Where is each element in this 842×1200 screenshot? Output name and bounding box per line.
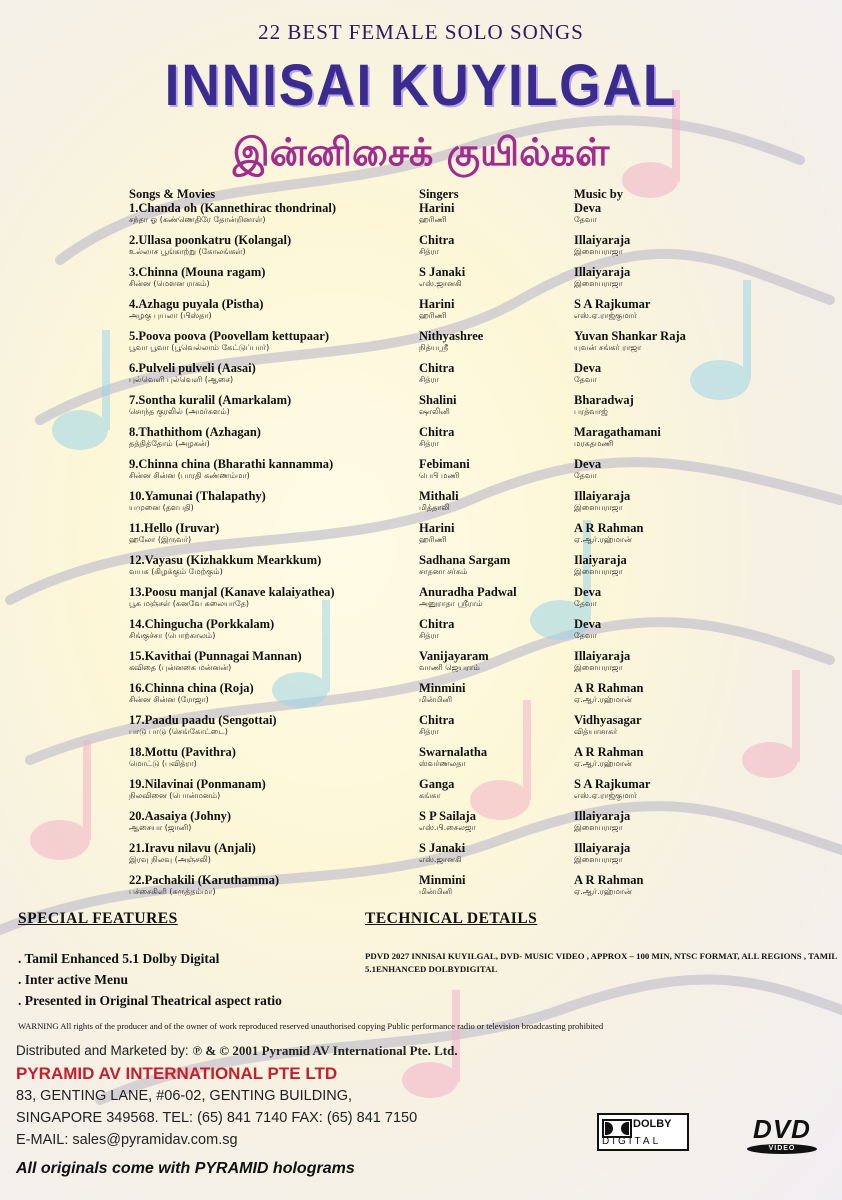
- song-row: [0, 265, 842, 297]
- song-title-tamil: மொட்டு (பவித்ரா): [129, 759, 197, 768]
- singer-name-tamil: கங்கா: [419, 791, 441, 800]
- song-title-tamil: பாடு பாடு (செங்கோட்டை): [129, 727, 228, 736]
- song-title-tamil: ஆசையா (ஜானி): [129, 823, 192, 832]
- singer-name-tamil: ஸ்வர்ணலதா: [419, 759, 466, 768]
- distributor-label: Distributed and Marketed by:: [16, 1043, 189, 1058]
- singer-name: Ganga: [419, 777, 455, 791]
- song-title-tamil: சொந்த குரலில் (அமர்களம்): [129, 407, 230, 416]
- distributor-line: [16, 1043, 458, 1059]
- music-director-tamil: தேவா: [574, 599, 597, 608]
- singer-name: Shalini: [419, 393, 457, 407]
- song-row: [0, 457, 842, 489]
- song-title: 7.Sontha kuralil (Amarkalam): [129, 393, 292, 407]
- hologram-tagline: [16, 1160, 355, 1178]
- song-title: 9.Chinna china (Bharathi kannamma): [129, 457, 334, 471]
- song-title-tamil: ஹலோ (இருவர்): [129, 535, 192, 544]
- song-title: 20.Aasaiya (Johny): [129, 809, 232, 823]
- music-director-tamil: தேவா: [574, 375, 597, 384]
- song-title: 5.Poova poova (Poovellam kettupaar): [129, 329, 329, 343]
- dvd-logo-word: DVD: [753, 1114, 811, 1144]
- music-director: Illaiyaraja: [574, 649, 631, 663]
- song-title: 8.Thathithom (Azhagan): [129, 425, 261, 439]
- music-director-tamil: இளையராஜா: [574, 247, 623, 256]
- music-director-tamil: ஏ.ஆர்.ரஹ்மான்: [574, 695, 632, 704]
- song-title: 2.Ullasa poonkatru (Kolangal): [129, 233, 292, 247]
- song-row: [0, 841, 842, 873]
- song-title-tamil: பச்சைகிளி (கருத்தம்மா): [129, 887, 216, 896]
- song-row: [0, 521, 842, 553]
- singer-name-tamil: சாதனா சர்கம்: [419, 567, 468, 576]
- singer-name: Sadhana Sargam: [419, 553, 511, 567]
- song-title-tamil: கவிதை (புன்னகை மன்னன்): [129, 663, 232, 672]
- song-title: 19.Nilavinai (Ponmanam): [129, 777, 266, 791]
- singer-name-tamil: சித்ரா: [419, 727, 439, 736]
- song-row: [0, 297, 842, 329]
- singer-name: Febimani: [419, 457, 470, 471]
- singer-name: Chitra: [419, 713, 455, 727]
- music-director-tamil: தேவா: [574, 471, 597, 480]
- music-director: Deva: [574, 617, 602, 631]
- song-row: [0, 809, 842, 841]
- column-header-singers: Singers: [419, 187, 459, 201]
- song-title-tamil: சின்ன சின்ன (ரோஜா): [129, 695, 209, 704]
- song-row: [0, 393, 842, 425]
- singer-name-tamil: ஷாலினி: [419, 407, 450, 416]
- singer-name: S Janaki: [419, 841, 466, 855]
- singer-name-tamil: சித்ரா: [419, 375, 439, 384]
- song-title-tamil: இரவு நிலவு (அஞ்சலி): [129, 855, 211, 864]
- music-director-tamil: இளையராஜா: [574, 823, 623, 832]
- song-row: [0, 585, 842, 617]
- song-title: 21.Iravu nilavu (Anjali): [129, 841, 256, 855]
- music-director: Deva: [574, 457, 602, 471]
- music-director-tamil: இளையராஜா: [574, 663, 623, 672]
- music-director: Illaiyaraja: [574, 841, 631, 855]
- song-row: [0, 649, 842, 681]
- singer-name-tamil: எஸ்.பி.சைலஜா: [419, 823, 476, 832]
- music-director-tamil: ஏ.ஆர்.ரஹ்மான்: [574, 759, 632, 768]
- music-director-tamil: பரத்வாஜ்: [574, 407, 608, 416]
- song-title: 16.Chinna china (Roja): [129, 681, 254, 695]
- company-name: PYRAMID AV INTERNATIONAL PTE LTD: [16, 1064, 338, 1083]
- technical-details-title: TECHNICAL DETAILS: [365, 910, 538, 927]
- music-director: Illaiyaraja: [574, 265, 631, 279]
- song-row: [0, 681, 842, 713]
- singer-name: Vanijayaram: [419, 649, 489, 663]
- album-title: INNISAI KUYILGAL: [164, 53, 678, 118]
- singer-name-tamil: மின்மினி: [419, 695, 453, 704]
- company-address: 83, GENTING LANE, #06-02, GENTING BUILDING,: [16, 1088, 353, 1104]
- singer-name-tamil: எஸ்.ஜானகி: [419, 855, 462, 864]
- music-director: Ilaiyaraja: [574, 553, 627, 567]
- column-header-songs: Songs & Movies: [129, 187, 216, 201]
- singer-name: Minmini: [419, 681, 466, 695]
- song-row: [0, 553, 842, 585]
- song-row: [0, 617, 842, 649]
- tagline-prefix: All originals come with: [16, 1160, 195, 1177]
- song-row: [0, 361, 842, 393]
- music-director-tamil: யுவன் சங்கர் ராஜா: [574, 343, 642, 352]
- dolby-logo-word: DOLBY: [633, 1118, 672, 1130]
- song-row: [0, 233, 842, 265]
- music-director-tamil: இளையராஜா: [574, 279, 623, 288]
- song-title-tamil: புல்வெளி புல்வெளி (ஆசை): [129, 375, 234, 384]
- singer-name: S Janaki: [419, 265, 466, 279]
- music-director: Deva: [574, 585, 602, 599]
- song-title-tamil: நிலவினை (பொன்மனம்): [129, 791, 221, 800]
- album-subtitle: 22 BEST FEMALE SOLO SONGS: [258, 20, 584, 44]
- song-title-tamil: உல்லாச பூங்காற்று (கோலங்கள்): [129, 247, 246, 256]
- music-director-tamil: இளையராஜா: [574, 503, 623, 512]
- music-director: Deva: [574, 361, 602, 375]
- music-director-tamil: தேவா: [574, 631, 597, 640]
- song-title-tamil: அழகு புயலா (பிஸ்தா): [129, 311, 212, 320]
- music-director: S A Rajkumar: [574, 297, 651, 311]
- music-director: S A Rajkumar: [574, 777, 651, 791]
- special-feature-item: . Presented in Original Theatrical aspect ratio: [18, 993, 282, 1008]
- singer-name: Chitra: [419, 233, 455, 247]
- song-title-tamil: பூசு மஞ்சள் (கனவே கலையாதே): [129, 599, 250, 608]
- song-title: 15.Kavithai (Punnagai Mannan): [129, 649, 302, 663]
- singer-name: Minmini: [419, 873, 466, 887]
- song-title: 14.Chingucha (Porkkalam): [129, 617, 275, 631]
- song-title-tamil: வயசு (கிழக்கும் மேற்கும்): [129, 567, 223, 576]
- music-director-tamil: மரகதமணி: [574, 439, 614, 448]
- copyright-notice: ℗ & © 2001 Pyramid AV International Pte. Ltd.: [192, 1043, 458, 1058]
- music-director-tamil: ஏ.ஆர்.ரஹ்மான்: [574, 535, 632, 544]
- music-director: Illaiyaraja: [574, 809, 631, 823]
- singer-name: Swarnalatha: [419, 745, 488, 759]
- singer-name-tamil: ஹரிணி: [419, 215, 447, 224]
- singer-name-tamil: நித்யஸ்ரீ: [419, 343, 449, 352]
- singer-name-tamil: ஹரிணி: [419, 311, 447, 320]
- song-row: [0, 873, 842, 905]
- music-director: Maragathamani: [574, 425, 661, 439]
- music-director-tamil: எஸ்.ஏ.ராஜ்குமார்: [574, 311, 637, 320]
- tagline-brand: PYRAMID: [194, 1160, 269, 1177]
- singer-name: Chitra: [419, 361, 455, 375]
- song-title-tamil: யமுனை (தளபதி): [129, 503, 194, 512]
- dolby-digital-logo: [597, 1113, 689, 1151]
- song-title-tamil: சின்ன (மௌன ராகம்): [129, 279, 210, 288]
- copyright-warning: WARNING All rights of the producer and of the owner of work reproduced reserved unauthorised copying Public performance radio or television broadcasting prohibited: [18, 1021, 604, 1031]
- music-director-tamil: ஏ.ஆர்.ரஹ்மான்: [574, 887, 632, 896]
- technical-details-text: PDVD 2027 INNISAI KUYILGAL, DVD- MUSIC VIDEO , APPROX – 100 MIN, NTSC FORMAT, ALL REGIONS , TAMIL 5.1ENHANCED DOLBYDIGITAL: [365, 951, 837, 974]
- tagline-suffix: holograms: [268, 1160, 355, 1177]
- music-director: Vidhyasagar: [574, 713, 642, 727]
- dolby-logo-digital: DIGITAL: [602, 1136, 662, 1147]
- music-director-tamil: இளையராஜா: [574, 855, 623, 864]
- song-title-tamil: சிங்குச்சா (பொற்காலம்): [129, 631, 216, 640]
- song-row: [0, 745, 842, 777]
- music-director-tamil: எஸ்.ஏ.ராஜ்குமார்: [574, 791, 637, 800]
- album-title-tamil: இன்னிசைக் குயில்கள்: [232, 130, 610, 174]
- singer-name: Chitra: [419, 617, 455, 631]
- song-title: 22.Pachakili (Karuthamma): [129, 873, 279, 887]
- special-feature-item: . Tamil Enhanced 5.1 Dolby Digital: [18, 951, 220, 966]
- singer-name: Mithali: [419, 489, 459, 503]
- singer-name-tamil: எஸ்.ஜானகி: [419, 279, 462, 288]
- song-row: [0, 201, 842, 233]
- singer-name: S P Sailaja: [419, 809, 476, 823]
- company-contact: SINGAPORE 349568. TEL: (65) 841 7140 FAX: (65) 841 7150: [16, 1110, 418, 1126]
- music-director: Illaiyaraja: [574, 233, 631, 247]
- singer-name-tamil: சித்ரா: [419, 439, 439, 448]
- singer-name: Harini: [419, 201, 455, 215]
- singer-name-tamil: மின்மினி: [419, 887, 453, 896]
- music-director: Yuvan Shankar Raja: [574, 329, 686, 343]
- song-row: [0, 777, 842, 809]
- song-title: 3.Chinna (Mouna ragam): [129, 265, 266, 279]
- dvd-video-logo: [735, 1114, 829, 1154]
- singer-name-tamil: சித்ரா: [419, 247, 439, 256]
- singer-name-tamil: அனுராதா ஸ்ரீராம்: [419, 599, 483, 608]
- special-feature-item: . Inter active Menu: [18, 972, 128, 987]
- song-title: 12.Vayasu (Kizhakkum Mearkkum): [129, 553, 322, 567]
- music-director: Bharadwaj: [574, 393, 634, 407]
- music-director-tamil: வித்யாசாகர்: [574, 727, 618, 736]
- singer-name-tamil: ஹரிணி: [419, 535, 447, 544]
- singer-name-tamil: வாணி ஜெயராம்: [419, 663, 480, 672]
- song-row: [0, 329, 842, 361]
- dvd-logo-video: VIDEO: [768, 1145, 796, 1152]
- singer-name: Nithyashree: [419, 329, 484, 343]
- singer-name: Anuradha Padwal: [419, 585, 517, 599]
- music-director: Deva: [574, 201, 602, 215]
- song-title: 11.Hello (Iruvar): [129, 521, 220, 535]
- special-features-title: SPECIAL FEATURES: [18, 910, 178, 927]
- singer-name: Harini: [419, 521, 455, 535]
- song-title: 13.Poosu manjal (Kanave kalaiyathea): [129, 585, 335, 599]
- company-email: E-MAIL: sales@pyramidav.com.sg: [16, 1132, 238, 1148]
- column-header-music: Music by: [574, 187, 623, 201]
- song-title-tamil: சின்ன சின்ன (பாரதி கண்ணம்மா): [129, 471, 250, 480]
- music-director-tamil: இளையராஜா: [574, 567, 623, 576]
- singer-name: Chitra: [419, 425, 455, 439]
- song-title-tamil: பூவா பூவா (பூவெல்லாம் கேட்டுப்பார்): [129, 343, 270, 352]
- song-title: 1.Chanda oh (Kannethirac thondrinal): [129, 201, 336, 215]
- singer-name-tamil: பெபி மணி: [419, 471, 460, 480]
- music-director: A R Rahman: [574, 521, 644, 535]
- music-director: A R Rahman: [574, 745, 644, 759]
- singer-name-tamil: மித்தாலி: [419, 503, 450, 512]
- song-title-tamil: சந்தா ஓ (கண்ணெதிரே தோன்றினாள்): [129, 215, 266, 224]
- song-row: [0, 713, 842, 745]
- singer-name: Harini: [419, 297, 455, 311]
- song-row: [0, 489, 842, 521]
- song-title: 18.Mottu (Pavithra): [129, 745, 236, 759]
- song-title-tamil: தத்தித்தோம் (அழகன்): [129, 439, 210, 448]
- singer-name-tamil: சித்ரா: [419, 631, 439, 640]
- music-director-tamil: தேவா: [574, 215, 597, 224]
- music-director: A R Rahman: [574, 681, 644, 695]
- music-director: Illaiyaraja: [574, 489, 631, 503]
- song-title: 10.Yamunai (Thalapathy): [129, 489, 266, 503]
- song-title: 17.Paadu paadu (Sengottai): [129, 713, 277, 727]
- song-row: [0, 425, 842, 457]
- music-director: A R Rahman: [574, 873, 644, 887]
- song-title: 4.Azhagu puyala (Pistha): [129, 297, 264, 311]
- song-title: 6.Pulveli pulveli (Aasai): [129, 361, 256, 375]
